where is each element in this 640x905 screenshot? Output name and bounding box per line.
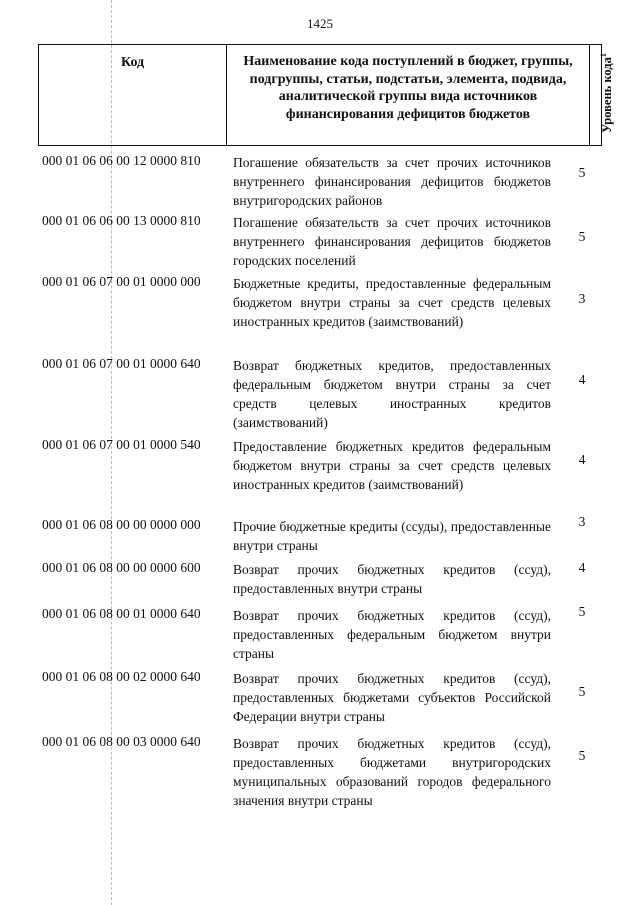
row-name: Возврат прочих бюджетных кредитов (ссуд), предоставленных бюджетами субъектов Российской Федерации внутри страны (233, 671, 551, 724)
header-code-label: Код (121, 55, 145, 70)
header-name-label: Наименование кода поступлений в бюджет, группы, подгруппы, статьи, подстатьи, элемента, подвида, аналитической группы вида источников финансирования дефицитов бюджетов (243, 54, 573, 122)
row-level: 4 (578, 452, 586, 467)
row-name: Бюджетные кредиты, предоставленные федеральным бюджетом внутри страны за счет средств целевых иностранных кредитов (заимствований) (233, 276, 551, 329)
row-code: 000 01 06 06 00 12 0000 810 (42, 153, 201, 168)
row-name: Прочие бюджетные кредиты (ссуды), предоставленные внутри страны (233, 519, 551, 553)
row-code: 000 01 06 08 00 00 0000 000 (42, 517, 201, 532)
row-level: 3 (578, 291, 586, 306)
row-level: 5 (578, 684, 586, 699)
row-code: 000 01 06 08 00 02 0000 640 (42, 669, 201, 684)
header-level-footnote: 1 (599, 53, 608, 58)
page-number: 1425 (307, 16, 333, 31)
header-name-cell (227, 45, 590, 145)
row-code: 000 01 06 06 00 13 0000 810 (42, 213, 201, 228)
row-code: 000 01 06 08 00 00 0000 600 (42, 560, 201, 575)
row-name: Предоставление бюджетных кредитов федеральным бюджетом внутри страны за счет средств целевых иностранных кредитов (заимствований) (233, 439, 551, 492)
row-name: Возврат прочих бюджетных кредитов (ссуд), предоставленных федеральным бюджетом внутри страны (233, 608, 551, 661)
row-name: Погашение обязательств за счет прочих источников внутреннего финансирования дефицитов бюджетов городских поселений (233, 215, 551, 268)
row-code: 000 01 06 08 00 03 0000 640 (42, 734, 201, 749)
row-level: 5 (578, 165, 586, 180)
table-header (38, 44, 615, 146)
row-level: 4 (578, 560, 586, 575)
row-name: Погашение обязательств за счет прочих источников внутреннего финансирования дефицитов бюджетов внутригородских районов (233, 155, 551, 208)
row-level: 5 (578, 748, 586, 763)
row-level: 5 (578, 229, 586, 244)
header-level-label (597, 53, 614, 133)
row-level: 4 (578, 372, 586, 387)
row-code: 000 01 06 07 00 01 0000 640 (42, 356, 201, 371)
row-code: 000 01 06 07 00 01 0000 540 (42, 437, 201, 452)
row-name: Возврат прочих бюджетных кредитов (ссуд), предоставленных внутри страны (233, 562, 551, 596)
header-code-cell (39, 45, 227, 145)
row-code: 000 01 06 08 00 01 0000 640 (42, 606, 201, 621)
row-code: 000 01 06 07 00 01 0000 000 (42, 274, 201, 289)
header-level-text: Уровень кода (600, 57, 615, 133)
row-name: Возврат прочих бюджетных кредитов (ссуд), предоставленных бюджетами внутригородских муниципальных образований городов федерального значения внутри страны (233, 736, 551, 808)
row-level: 3 (578, 514, 586, 529)
row-name: Возврат бюджетных кредитов, предоставленных федеральным бюджетом внутри страны за счет средств целевых иностранных кредитов (заимствований) (233, 358, 551, 430)
row-level: 5 (578, 604, 586, 619)
